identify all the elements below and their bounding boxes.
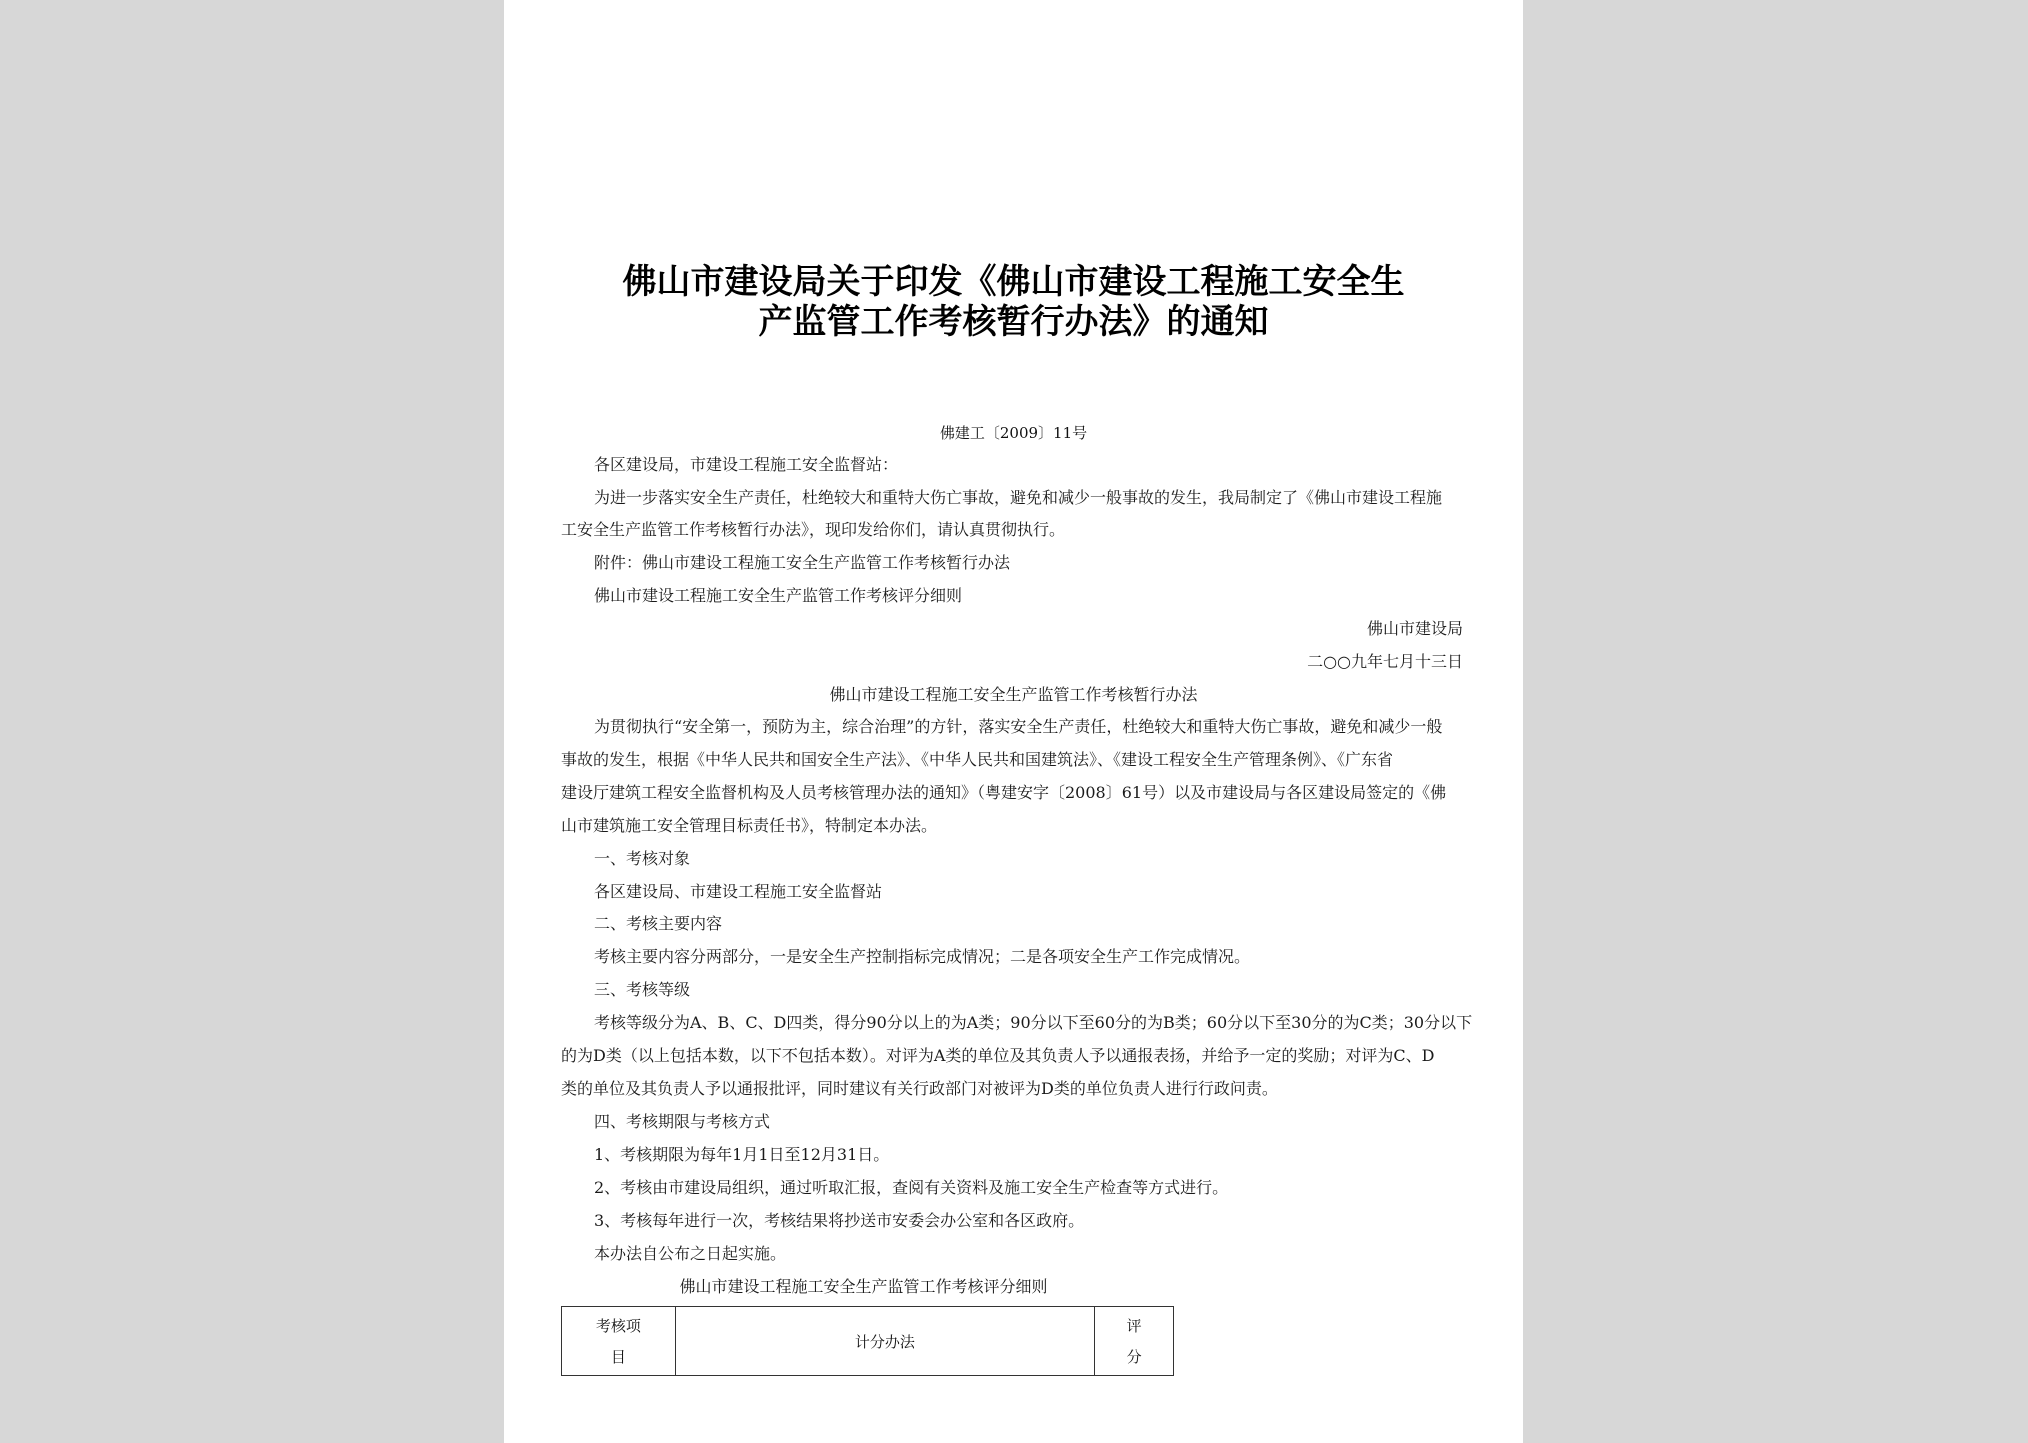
title-line-1: 佛山市建设局关于印发《佛山市建设工程施工安全生 [622,262,1405,302]
document-page [504,0,1523,1443]
scoring-table [561,1306,1174,1376]
section-1-heading: 一、考核对象 [594,849,691,868]
signature-org: 佛山市建设局 [1366,619,1463,638]
title-line-2: 产监管工作考核暂行办法》的通知 [758,302,1269,342]
header-item-bottom: 目 [610,1348,626,1366]
rules-title: 佛山市建设工程施工安全生产监管工作考核评分细则 [679,1277,1048,1296]
measures-title: 佛山市建设工程施工安全生产监管工作考核暂行办法 [829,685,1198,704]
header-score-top: 评 [1126,1317,1142,1335]
salutation: 各区建设局，市建设工程施工安全监督站： [594,455,899,474]
section-4-item-2: 2、考核由市建设局组织，通过听取汇报，查阅有关资料及施工安全生产检查等方式进行。 [594,1178,1229,1197]
section-1-body: 各区建设局、市建设工程施工安全监督站 [594,882,883,901]
header-cell-item [562,1307,676,1376]
section-4-item-3: 3、考核每年进行一次，考核结果将抄送市安委会办公室和各区政府。 [594,1211,1085,1230]
table-header-row [562,1307,1174,1376]
preamble-line-4: 山市建筑施工安全管理目标责任书》，特制定本办法。 [561,816,938,835]
header-cell-score [1095,1307,1174,1376]
header-cell-method: 计分办法 [675,1307,1095,1376]
intro-line-2: 工安全生产监管工作考核暂行办法》，现印发给你们，请认真贯彻执行。 [561,520,1066,539]
intro-line-1: 为进一步落实安全生产责任，杜绝较大和重特大伤亡事故，避免和减少一般事故的发生，我局制定了《佛山市建设工程施 [594,488,1443,507]
preamble-line-2: 事故的发生，根据《中华人民共和国安全生产法》、《中华人民共和国建筑法》、《建设工程安全生产管理条例》、《广东省 [561,750,1394,769]
section-2-body: 考核主要内容分两部分，一是安全生产控制指标完成情况；二是各项安全生产工作完成情况。 [594,947,1251,966]
section-3-line-1: 考核等级分为A、B、C、D四类，得分90分以上的为A类；90分以下至60分的为B类；60分以下至30分的为C类；30分以下 [594,1013,1473,1032]
section-3-line-2: 的为D类（以上包括本数，以下不包括本数）。对评为A类的单位及其负责人予以通报表扬，并给予一定的奖励；对评为C、D [561,1046,1435,1065]
effective-statement: 本办法自公布之日起实施。 [594,1244,787,1263]
attachment-line-1: 附件：佛山市建设工程施工安全生产监管工作考核暂行办法 [594,553,1011,572]
section-4-heading: 四、考核期限与考核方式 [594,1112,771,1131]
document-title [504,262,1523,342]
signature-date: 二○○九年七月十三日 [1307,652,1463,671]
preamble-line-1: 为贯彻执行“安全第一，预防为主，综合治理”的方针，落实安全生产责任，杜绝较大和重特大伤亡事故，避免和减少一般 [594,717,1443,736]
preamble-line-3: 建设厅建筑工程安全监督机构及人员考核管理办法的通知》（粤建安字〔2008〕61号）以及市建设局与各区建设局签定的《佛 [561,783,1447,802]
section-3-line-3: 类的单位及其负责人予以通报批评，同时建议有关行政部门对被评为D类的单位负责人进行行政问责。 [561,1079,1278,1098]
header-score-bottom: 分 [1126,1348,1142,1366]
attachment-line-2: 佛山市建设工程施工安全生产监管工作考核评分细则 [594,586,963,605]
section-4-item-1: 1、考核期限为每年1月1日至12月31日。 [594,1145,890,1164]
section-3-heading: 三、考核等级 [594,980,691,999]
document-number: 佛建工〔2009〕11号 [939,424,1088,442]
section-2-heading: 二、考核主要内容 [594,914,723,933]
header-item-top: 考核项 [595,1317,641,1335]
